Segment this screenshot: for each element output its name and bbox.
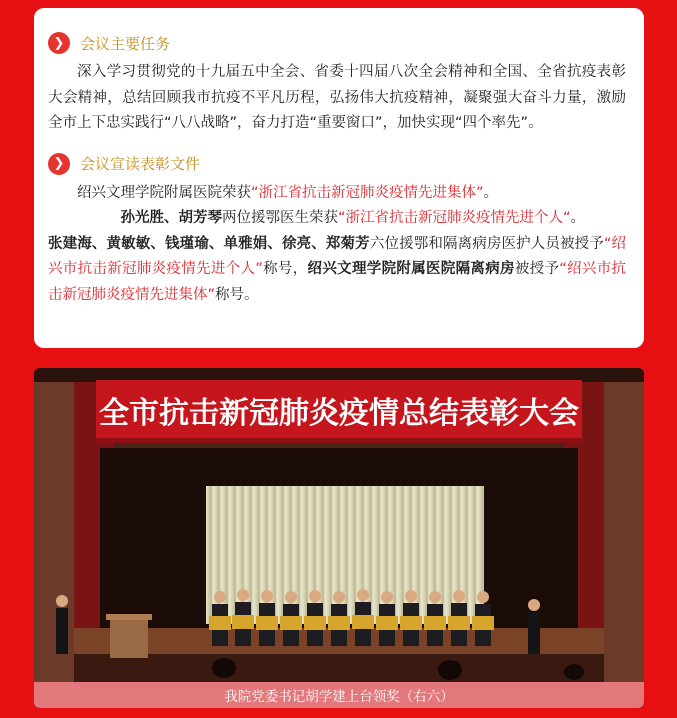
section-header-tasks: [48, 30, 626, 56]
award-title: “浙江省抗击新冠肺炎疫情先进集体”: [251, 184, 484, 201]
section-title: 会议主要任务: [80, 34, 171, 53]
award-title: “绍兴市抗击新冠肺炎疫情先进集体”: [48, 261, 627, 303]
section-title: 会议宣读表彰文件: [80, 155, 201, 173]
recipient-names: 孙光胜、胡芳琴: [120, 210, 222, 226]
content-card: [34, 8, 644, 348]
section-header-awards: [48, 151, 626, 177]
award-text: 两位援鄂医生荣获: [222, 210, 338, 226]
ceremony-photo: [34, 368, 644, 708]
award-title: “绍兴市抗击新冠肺炎疫情先进个人”: [48, 235, 626, 277]
award-text: 称号。: [215, 286, 259, 303]
banner-text: 全市抗击新冠肺炎疫情总结表彰大会: [99, 396, 579, 431]
photo-caption: 我院党委书记胡学建上台领奖（右六）: [34, 682, 644, 708]
award-text: 六位援鄂和隔离病房医护人员被授予: [369, 235, 604, 252]
chevron-right-icon: ❯: [48, 153, 70, 175]
chevron-right-icon: ❯: [48, 32, 70, 54]
award-text: 。: [483, 184, 499, 201]
award-title: “浙江省抗击新冠肺炎疫情先进个人“: [338, 210, 571, 226]
award-text: 称号，: [262, 261, 308, 277]
award-text: 。: [570, 210, 586, 226]
award-paragraph-city: [48, 232, 626, 309]
recipient-names: 张建海、黄敏敏、钱瑾瑜、单雅娟、徐亮、郑菊芳: [48, 235, 370, 252]
award-text: 绍兴文理学院附属医院荣获: [77, 184, 251, 201]
award-paragraph-collective: [48, 181, 626, 207]
award-text: 被授予: [514, 261, 560, 277]
tasks-paragraph: 深入学习贯彻党的十九届五中全会、省委十四届八次全会精神和全国、全省抗疫表彰大会精神，总结回顾我市抗疫不平凡历程，弘扬伟大抗疫精神，凝聚强大奋斗力量，激励全市上下忠实践行“八八战略”，奋力打造“重要窗口”，加快实现“四个率先”。: [48, 64, 626, 131]
ceremony-photo-illustration: [34, 368, 644, 708]
recipient-unit: 绍兴文理学院附属医院隔离病房: [307, 261, 515, 277]
award-paragraph-individual: [48, 206, 626, 232]
